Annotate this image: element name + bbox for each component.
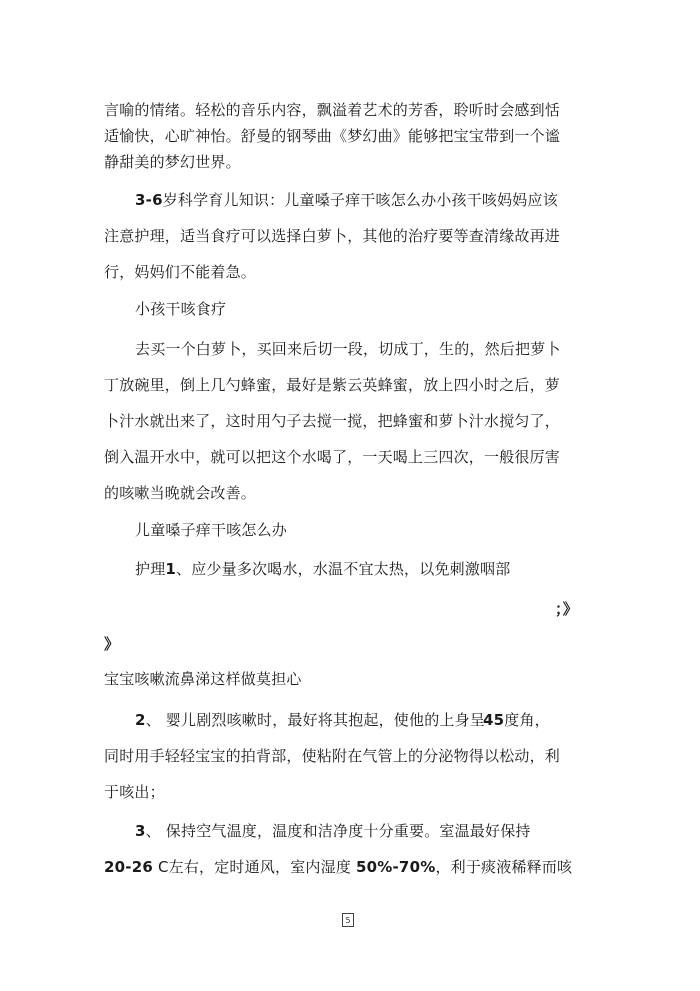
care-item-2-angle — [483, 710, 550, 730]
care-item-2-line-1 — [135, 710, 485, 730]
care-item-1-text: 、应少量多次喝水，水温不宜太热，以免刺激咽部 — [176, 560, 511, 578]
care-item-3-text-2: C左右，定时通风，室内湿度 — [152, 858, 356, 876]
paragraph-3-line-1: 去买一个白萝卜，买回来后切一段，切成丁，生的，然后把萝卜 — [135, 340, 561, 358]
care-item-3-text-3: ，利于痰液稀释而咳 — [435, 858, 573, 876]
temperature-range: 20-26 — [104, 858, 153, 876]
stray-punctuation-2: 》 — [104, 635, 120, 653]
angle-value: 45 — [483, 711, 505, 729]
paragraph-2-line-2: 注意护理，适当食疗可以选择白萝卜，其他的治疗要等查清缘故再进 — [104, 227, 561, 245]
paragraph-1-line-3: 静甜美的梦幻世界。 — [104, 153, 241, 171]
care-item-1 — [135, 559, 510, 579]
paragraph-3-line-2: 丁放碗里，倒上几勺蜂蜜，最好是紫云英蜂蜜，放上四小时之后，萝 — [104, 376, 561, 394]
page-number-mark: 5 — [342, 913, 354, 927]
angle-unit: 度角， — [504, 711, 550, 729]
stray-punctuation-1: ；》 — [555, 600, 578, 618]
care-item-2-line-3: 于咳出； — [104, 783, 165, 801]
paragraph-3-line-3: 卜汁水就出来了，这时用勺子去搅一搅，把蜂蜜和萝卜汁水搅匀了， — [104, 412, 561, 430]
humidity-range: 50%-70% — [356, 858, 436, 876]
care-item-1-number: 1 — [165, 560, 177, 578]
paragraph-1-line-2: 适愉快，心旷神怡。舒曼的钢琴曲《梦幻曲》能够把宝宝带到一个谧 — [104, 127, 561, 145]
age-range-label: 3-6 — [135, 191, 163, 209]
paragraph-2-text: 岁科学育儿知识：儿童嗓子痒干咳怎么办小孩干咳妈妈应该 — [162, 191, 558, 209]
paragraph-1-line-1: 言喻的情绪。轻松的音乐内容，飘溢着艺术的芳香，聆听时会感到恬 — [104, 101, 561, 119]
care-item-2-text: 、 婴儿剧烈咳嗽时，最好将其抱起，使他的上身呈 — [145, 711, 486, 729]
care-item-2-number: 2 — [135, 711, 146, 729]
care-item-1-prefix: 护理 — [135, 560, 166, 578]
paragraph-2-line-3: 行，妈妈们不能着急。 — [104, 263, 257, 281]
heading-dry-cough-diet: 小孩干咳食疗 — [135, 300, 227, 318]
care-item-3-text: 、 保持空气温度，温度和洁净度十分重要。室温最好保持 — [145, 822, 531, 840]
paragraph-2-line-1 — [135, 190, 558, 210]
care-item-2-line-2: 同时用手轻轻宝宝的拍背部，使粘附在气管上的分泌物得以松动，利 — [104, 747, 561, 765]
paragraph-3-line-4: 倒入温开水中，就可以把这个水喝了，一天喝上三四次，一般很厉害 — [104, 448, 561, 466]
care-item-3-number: 3 — [135, 822, 146, 840]
care-item-3-line-2 — [104, 857, 572, 877]
paragraph-3-line-5: 的咳嗽当晚就会改善。 — [104, 484, 257, 502]
heading-child-throat-itch: 儿童嗓子痒干咳怎么办 — [135, 521, 288, 539]
care-item-3-line-1 — [135, 821, 531, 841]
heading-baby-cough-runny-nose: 宝宝咳嗽流鼻涕这样做莫担心 — [104, 670, 302, 688]
